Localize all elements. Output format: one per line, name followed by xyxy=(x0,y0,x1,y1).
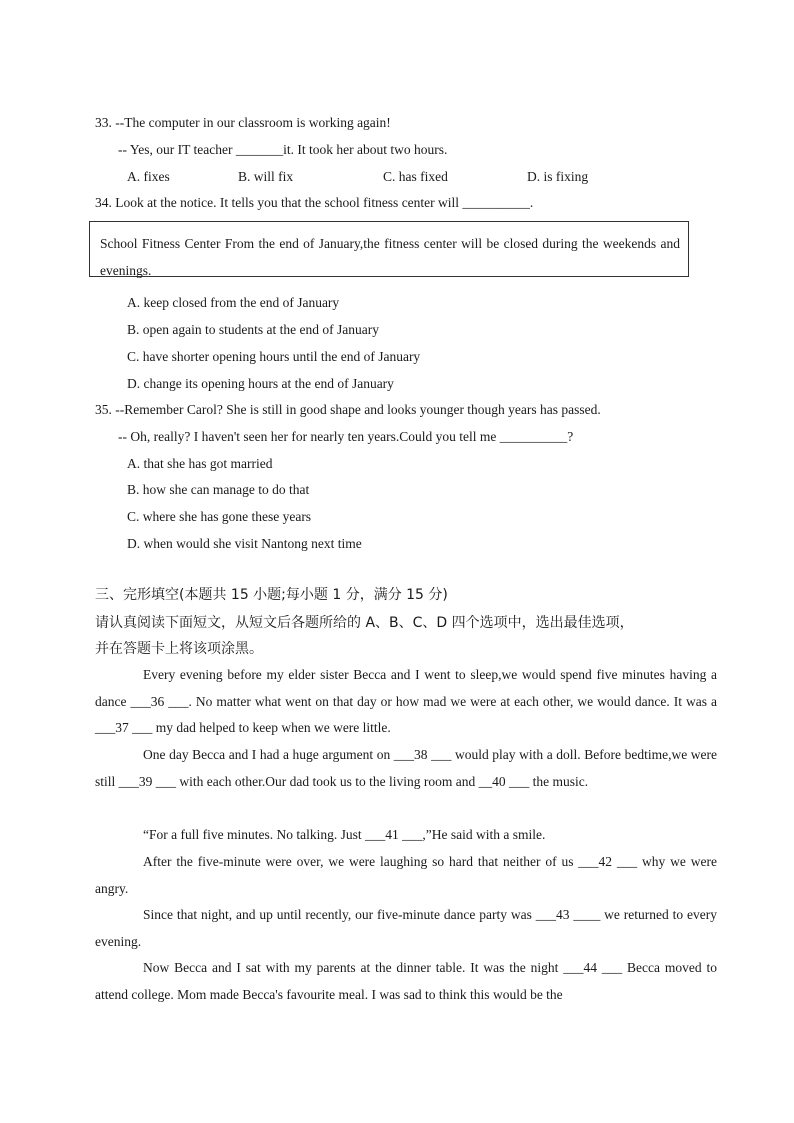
q35-stem: 35. --Remember Carol? She is still in good shape and looks younger though years has passed. xyxy=(95,402,601,417)
passage-paragraph-3: “For a full five minutes. No talking. Just ___41 ___,”He said with a smile. xyxy=(143,827,546,842)
notice-box: School Fitness Center From the end of January,the fitness center will be closed during the weekends and evenings. xyxy=(89,221,689,277)
q33-option-c: C. has fixed xyxy=(383,169,448,184)
passage-paragraph-2: One day Becca and I had a huge argument on ___38 ___ would play with a doll. Before bedtime,we were still ___39 ___ with each other.Our dad took us to the living room and __40 ___ the music. xyxy=(95,747,717,789)
q35-option-d: D. when would she visit Nantong next time xyxy=(127,536,362,551)
q33-options xyxy=(127,168,607,186)
q34-option-a: A. keep closed from the end of January xyxy=(127,295,340,310)
q35-option-c: C. where she has gone these years xyxy=(127,509,312,524)
section-heading: 三、完形填空(本题共 15 小题;每小题 1 分，满分 15 分) xyxy=(95,587,448,603)
section-instruction-2: 并在答题卡上将该项涂黑。 xyxy=(95,641,263,657)
q34-option-c: C. have shorter opening hours until the end of January xyxy=(127,349,421,364)
q35-option-a: A. that she has got married xyxy=(127,456,273,471)
q33-option-d: D. is fixing xyxy=(527,169,589,184)
q33-stem: 33. --The computer in our classroom is working again! xyxy=(95,115,391,130)
passage-paragraph-5: Since that night, and up until recently, our five-minute dance party was ___43 ____ we returned to every evening. xyxy=(95,907,717,949)
passage-paragraph-6: Now Becca and I sat with my parents at the dinner table. It was the night ___44 ___ Becca moved to attend college. Mom made Becca's favourite meal. I was sad to think this would be the xyxy=(95,960,717,1002)
q35-reply: -- Oh, really? I haven't seen her for nearly ten years.Could you tell me __________? xyxy=(118,429,574,444)
q33-reply: -- Yes, our IT teacher _______it. It took her about two hours. xyxy=(118,142,448,157)
q33-option-a: A. fixes xyxy=(127,169,170,184)
passage-paragraph-1: Every evening before my elder sister Becca and I went to sleep,we would spend five minutes having a dance ___36 ___. No matter what went on that day or how mad we were at each other, we would dance. It was a ___37 ___ my dad helped to keep when we were little. xyxy=(95,667,717,736)
q34-option-b: B. open again to students at the end of January xyxy=(127,322,379,337)
q33-option-b: B. will fix xyxy=(238,169,294,184)
q34-option-d: D. change its opening hours at the end of January xyxy=(127,376,394,391)
passage-paragraph-4: After the five-minute were over, we were laughing so hard that neither of us ___42 ___ why we were angry. xyxy=(95,854,717,896)
section-instruction-1: 请认真阅读下面短文，从短文后各题所给的 A、B、C、D 四个选项中，选出最佳选项， xyxy=(95,615,634,631)
q35-option-b: B. how she can manage to do that xyxy=(127,482,310,497)
q34-stem: 34. Look at the notice. It tells you that the school fitness center will __________. xyxy=(95,195,534,210)
